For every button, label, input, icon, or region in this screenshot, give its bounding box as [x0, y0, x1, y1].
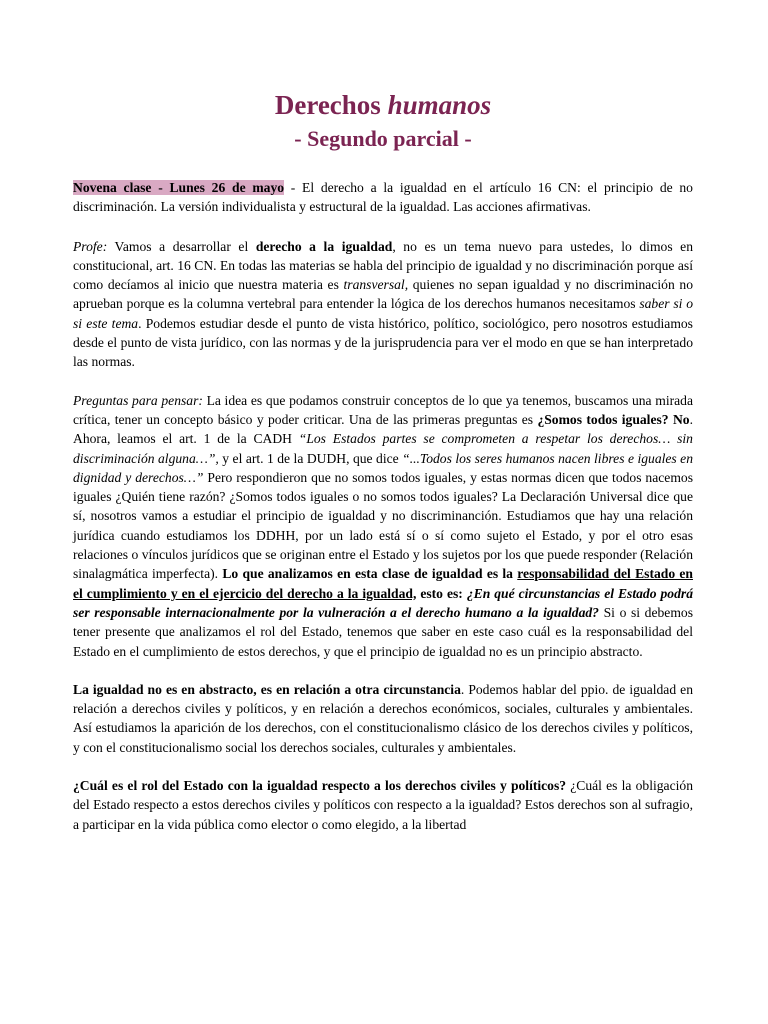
bold-text: ¿Somos todos iguales? No — [537, 411, 690, 427]
paragraph-igualdad — [73, 680, 693, 757]
quote-dudh: “...Todos los seres humanos nacen libres e iguales en dignidad y derechos…” — [73, 450, 694, 485]
italic-text: transversal, — [343, 277, 409, 293]
paragraph-text: Pero respondieron que no somos todos iguales, y estas normas dicen que todos nacemos iguales ¿Quién tiene razón? ¿Somos todos iguales o no somos todos iguales? La Declaración Universal dice que sí, nosotros vamos a estudiar el principio de igualdad y no discriminanción. Estudiamos que hay una relación jurídica cuando estudiamos los DDHH, por un lado está sí o sí como sujeto el Estado, y por el otro esas relaciones o vínculos jurídicos que se originan entre el Estado y los sujetos por los que puede responder (Relación sinalagmática imperfecta). — [73, 469, 693, 582]
bold-text: esto es: — [416, 585, 467, 601]
paragraph-text: , no es un tema nuevo para ustedes, lo dimos en constitucional, art. 16 CN. En todas las materias se habla del principio de igualdad y no discriminación porque así como decíamos al inicio que nuestra materia es — [73, 238, 694, 293]
document-page — [73, 88, 693, 834]
intro-paragraph — [73, 178, 693, 217]
document-title — [73, 88, 693, 122]
bold-underlined-text: responsabilidad del Estado en el cumplimiento y en el ejercicio del derecho a la igualdad, — [73, 566, 693, 601]
paragraph-text: . Ahora, leamos el art. 1 de la CADH — [73, 411, 693, 447]
paragraph-text: Vamos a desarrollar el — [107, 238, 256, 254]
bold-text: Lo que analizamos en esta clase de igualdad es la — [222, 566, 518, 582]
bold-question: ¿Cuál es el rol del Estado con la igualdad respecto a los derechos civiles y políticos? — [73, 778, 567, 794]
section-label: Preguntas para pensar: — [73, 392, 203, 408]
paragraph-text: La idea es que podamos construir conceptos de lo que ya tenemos, buscamos una mirada crítica, tener un concepto básico y poder criticar. Una de las primeras preguntas es — [73, 392, 693, 427]
speaker-label: Profe: — [73, 238, 108, 254]
bold-text: La igualdad no es en abstracto, es en relación a otra circunstancia — [73, 681, 461, 697]
document-subtitle: - Segundo parcial - — [294, 126, 472, 151]
paragraph-text: . Podemos hablar del ppio. de igualdad en relación a derechos civiles y políticos, y en relación a derechos económicos, sociales, culturales y ambientales. Así estudiamos la aparición de los derechos, con el constitucionalismo clásico de los derechos civiles y políticos, y con el constitucionalismo social los derechos sociales, culturales y ambientales. — [73, 681, 693, 755]
paragraph-text: ¿Cuál es la obligación del Estado respecto a estos derechos civiles y políticos con respecto a la igualdad? Estos derechos son al sufragio, a participar en la vida pública como elector o como elegido, a la libertad — [73, 778, 693, 832]
paragraph-rol-estado — [73, 776, 693, 834]
italic-text: saber si o si este tema — [73, 296, 693, 331]
key-question: ¿En qué circunstancias el Estado podrá ser responsable internacionalmente por la vulneración a el derecho humano a la igualdad? — [73, 585, 693, 620]
paragraph-text: Si o si debemos tener presente que analizamos el rol del Estado, tenemos que saber en este caso cuál es la responsabilidad del Estado en el cumplimiento de estos derechos, y que el principio de igualdad no es un principio abstracto. — [73, 604, 693, 659]
paragraph-profe — [73, 237, 693, 372]
intro-text: - El derecho a la igualdad en el artículo 16 CN: el principio de no discriminación. La versión individualista y estructural de la igualdad. Las acciones afirmativas. — [73, 180, 693, 215]
paragraph-text: quienes no sepan igualdad y no discriminación no aprueban porque es la columna vertebral para entender la lógica de los derechos humanos necesitamos — [73, 277, 693, 312]
title-plain: Derechos — [274, 90, 388, 120]
paragraph-text: y el art. 1 de la DUDH, que dice — [218, 450, 403, 466]
quote-cadh: “Los Estados partes se comprometen a respetar los derechos… sin discriminación alguna…”, — [73, 431, 693, 466]
paragraph-text: . Podemos estudiar desde el punto de vista histórico, político, sociológico, pero nosotros estudiamos desde el punto de vista jurídico, con las normas y de la jurisprudencia para ver el modo en que se han interpretado las normas. — [73, 315, 693, 370]
title-italic: humanos — [387, 90, 492, 120]
class-date-highlight: Novena clase - Lunes 26 de mayo — [73, 180, 285, 195]
bold-text: derecho a la igualdad — [255, 238, 393, 254]
paragraph-preguntas — [73, 391, 693, 661]
